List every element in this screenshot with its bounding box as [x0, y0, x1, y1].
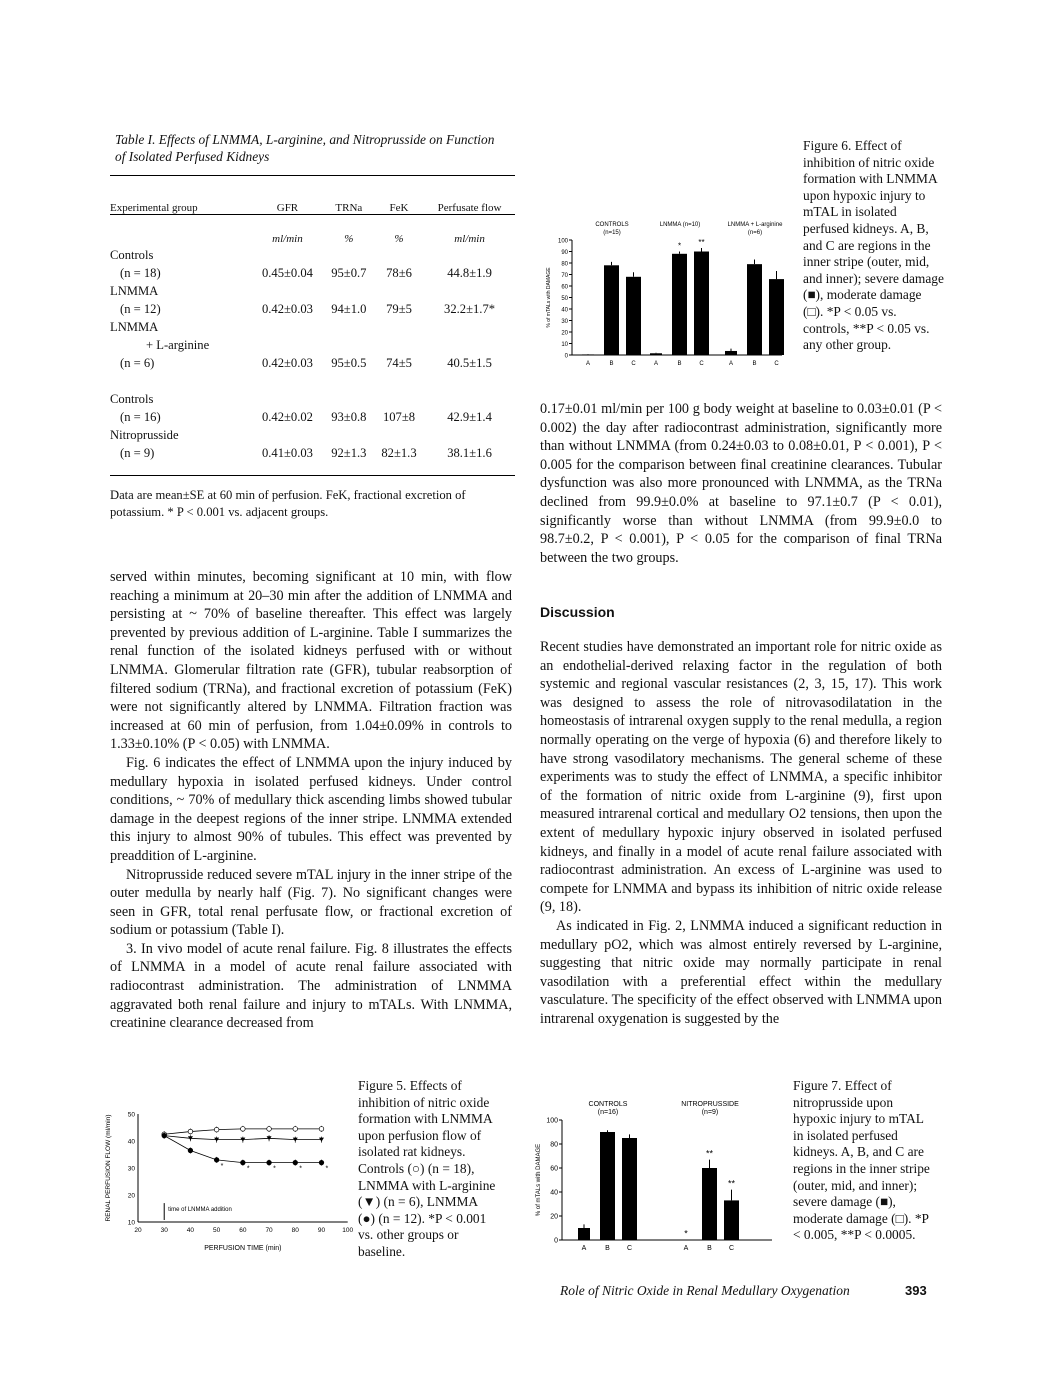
- data-point: [319, 1127, 324, 1132]
- category-label: C: [631, 361, 636, 367]
- table-cell: 74±5: [386, 355, 412, 370]
- table-cell: ml/min: [424, 214, 515, 245]
- data-point: [162, 1133, 167, 1138]
- y-tick-label: 100: [557, 238, 568, 245]
- x-tick-label: 80: [291, 1227, 299, 1234]
- data-point: [241, 1127, 246, 1132]
- data-point: [188, 1129, 193, 1134]
- table-cell: (n = 9): [120, 445, 155, 460]
- significance-marker: *: [325, 1165, 329, 1173]
- table-row: [110, 245, 515, 263]
- y-tick-label: 100: [546, 1117, 558, 1125]
- significance-marker: *: [273, 1165, 276, 1173]
- group-n-label: (n=6): [747, 230, 763, 236]
- table-row: [110, 263, 515, 281]
- category-label: A: [581, 1245, 587, 1252]
- table-cell: [424, 281, 515, 299]
- y-tick-label: 30: [561, 319, 568, 325]
- category-label: C: [626, 1245, 633, 1252]
- table-cell: %: [374, 214, 424, 245]
- table-cell: ml/min: [251, 214, 324, 245]
- right-column-text: [540, 400, 942, 567]
- category-label: B: [677, 361, 682, 367]
- table-row: [110, 443, 515, 461]
- table-cell: [374, 425, 424, 443]
- y-tick-label: 50: [127, 1111, 135, 1119]
- table-cell: Perfusate flow: [437, 201, 502, 214]
- group-label: CONTROLS: [595, 222, 629, 228]
- table-cell: [374, 371, 424, 389]
- table-cell: (n = 18): [120, 265, 161, 280]
- annotation: time of LNMMA addition: [168, 1207, 232, 1214]
- table-cell: [374, 281, 424, 299]
- discussion-text: [540, 638, 942, 1028]
- category-label: B: [752, 361, 757, 367]
- table-cell: [251, 335, 324, 353]
- category-label: A: [585, 361, 591, 367]
- table-cell: [374, 245, 424, 263]
- bar: [650, 353, 662, 355]
- table-cell: [251, 317, 324, 335]
- category-label: B: [605, 1245, 610, 1252]
- table-cell: + L-arginine: [146, 337, 210, 352]
- table-cell: 79±5: [386, 301, 412, 316]
- significance-marker: **: [698, 238, 705, 248]
- table-title: Table I. Effects of LNMMA, L-arginine, and Nitroprusside on Function of Isolated Perfused Kidneys: [115, 132, 495, 164]
- figure-6-chart: [530, 222, 800, 375]
- bar: [725, 351, 737, 355]
- bar: [604, 265, 619, 355]
- data-point: [214, 1127, 219, 1132]
- y-tick-label: 40: [561, 307, 568, 314]
- table-row: [110, 335, 515, 353]
- table-cell: [110, 371, 251, 389]
- table-row: [110, 389, 515, 407]
- y-tick-label: 80: [561, 261, 568, 268]
- table-cell: 0.41±0.03: [261, 445, 313, 460]
- category-label: C: [774, 361, 779, 367]
- table-cell: [324, 425, 374, 443]
- bar: [582, 354, 594, 355]
- table-cell: [374, 317, 424, 335]
- category-label: A: [653, 361, 659, 367]
- data-point: [293, 1160, 298, 1165]
- table-cell: 78±6: [386, 265, 412, 280]
- table-footnote: Data are mean±SE at 60 min of perfusion. FeK, fractional excretion of potassium. * P < 0.001 vs. adjacent groups.: [110, 488, 466, 519]
- bar: [747, 264, 762, 355]
- table-cell: (n = 16): [120, 409, 161, 424]
- table-cell: [374, 389, 424, 407]
- table-cell: 40.5±1.5: [447, 355, 492, 370]
- table-cell: 42.9±1.4: [447, 409, 492, 424]
- table-row: [110, 407, 515, 425]
- table-row: [110, 371, 515, 389]
- group-n-label: (n=16): [597, 1109, 619, 1116]
- y-tick-label: 20: [550, 1213, 558, 1221]
- table-cell: 107±8: [382, 409, 416, 424]
- y-tick-label: 10: [561, 342, 568, 348]
- bar: [622, 1138, 637, 1240]
- y-axis-label: % of mTALs with DAMAGE: [536, 1143, 542, 1217]
- significance-marker: *: [246, 1165, 250, 1173]
- paragraph: Recent studies have demonstrated an important role for nitric oxide as an endothelial-derived relaxing factor in the regulation of both systemic and regional vascular resistances (2, 3, 15, 17). This work was designed to assess the role of nitrovasodilatation in the homeostasis of intrarenal oxygen supply to the renal medulla, a region normally operating on the verge of hypoxia (6) and therefore likely to have strong vasodilatory mechanisms. The general scheme of these experiments was to study the effect of LNMMA, a specific inhibitor of the formation of nitric oxide from L-arginine (9), first upon measured intrarenal cortical and medullary O2 tensions, then upon the extent of medullary hypoxic injury observed in isolated perfused kidneys, and finally in a model of acute renal failure associated with radiocontrast administration. An excess of L-arginine was used to compete for LNMMA and bypass its inhibition of nitric oxide release (9, 18).: [540, 639, 942, 916]
- table-cell: 0.42±0.03: [261, 355, 313, 370]
- paragraph: 0.17±0.01 ml/min per 100 g body weight at baseline to 0.03±0.01 (P < 0.002) the day after radiocontrast administration, significantly more than without LNMMA (from 0.24±0.03 to 0.08±0.01, P < 0.001), P < 0.005 for the comparison between final creatinine clearances. Tubular dysfunction was also more pronounced with LNMMA, as the TRNa declined from 99.9±0.0% at baseline to 97.1±0.7 (P < 0.01), significantly worse than without LNMMA (from 99.9±0.0 to 98.7±0.2, P < 0.001), P < 0.05 for the comparison of final TRNa between the two groups.: [540, 401, 942, 566]
- table-cell: [324, 389, 374, 407]
- significance-marker: **: [705, 1148, 714, 1159]
- category-label: B: [609, 361, 614, 367]
- y-tick-label: 40: [550, 1189, 558, 1197]
- bar: [694, 252, 709, 356]
- table-cell: [424, 389, 515, 407]
- table-row: [110, 299, 515, 317]
- category-label: A: [728, 361, 734, 367]
- category-label: C: [699, 361, 704, 367]
- table-cell: LNMMA: [110, 283, 159, 298]
- table-cell: [324, 245, 374, 263]
- y-tick-label: 90: [561, 250, 568, 256]
- y-tick-label: 10: [127, 1219, 135, 1227]
- x-tick-label: 70: [265, 1227, 273, 1234]
- y-tick-label: 60: [561, 284, 568, 291]
- table-cell: 0.45±0.04: [261, 265, 313, 280]
- table-cell: GFR: [276, 201, 299, 214]
- table-cell: [424, 245, 515, 263]
- y-tick-label: 50: [561, 296, 568, 302]
- group-label: CONTROLS: [588, 1101, 628, 1108]
- y-tick-label: 20: [127, 1192, 135, 1200]
- category-label: C: [728, 1245, 735, 1252]
- table-cell: 32.2±1.7*: [444, 301, 496, 316]
- table-cell: [424, 425, 515, 443]
- table-cell: FeK: [389, 201, 409, 214]
- table-cell: [251, 389, 324, 407]
- table-cell: Controls: [110, 391, 154, 406]
- x-tick-label: 100: [342, 1227, 354, 1234]
- x-tick-label: 60: [239, 1227, 247, 1234]
- table-cell: Controls: [110, 247, 154, 262]
- table-cell: [251, 371, 324, 389]
- figure-6-caption: Figure 6. Effect of inhibition of nitric oxide formation with LNMMA upon hypoxic injury to mTAL in isolated perfused kidneys. A, B, and C are regions in the inner stripe (outer, mid, and inner); severe damage (■), moderate damage (□). *P < 0.05 vs. controls, **P < 0.05 vs. any other group.: [803, 138, 944, 353]
- table-cell: [324, 317, 374, 335]
- table-cell: 94±1.0: [331, 301, 367, 316]
- bar: [600, 1132, 615, 1240]
- paragraph: 3. In vivo model of acute renal failure. Fig. 8 illustrates the effects of LNMMA in a model of acute renal failure associated with radiocontrast administration. The administration of LNMMA aggravated both renal failure and injury to mTALs. With LNMMA, creatinine clearance decreased from: [110, 940, 512, 1032]
- y-tick-label: 70: [561, 273, 568, 279]
- data-point: [188, 1148, 193, 1153]
- x-tick-label: 50: [213, 1227, 221, 1234]
- y-tick-label: 20: [561, 330, 568, 337]
- discussion-heading: Discussion: [540, 604, 615, 620]
- table-row: [110, 176, 515, 214]
- table-cell: Nitroprusside: [110, 427, 179, 442]
- table-cell: [374, 335, 424, 353]
- data-point: [267, 1160, 272, 1165]
- figure-7-chart: [520, 1100, 785, 1260]
- figure-5-caption: Figure 5. Effects of inhibition of nitric oxide formation with LNMMA upon perfusion flow of isolated rat kidneys. Controls (○) (n = 18), LNMMA with L-arginine (▼) (n = 6), LNMMA (●) (n = 12). *P < 0.001 vs. other groups or baseline.: [358, 1078, 496, 1259]
- y-tick-label: 80: [550, 1141, 558, 1149]
- group-label: LNMMA + L-arginine: [727, 222, 783, 228]
- category-label: B: [707, 1245, 712, 1252]
- table-cell: [324, 335, 374, 353]
- table-cell: [424, 371, 515, 389]
- significance-marker: *: [684, 1228, 688, 1239]
- table-cell: 92±1.3: [331, 445, 367, 460]
- group-n-label: (n=9): [701, 1109, 719, 1116]
- table-cell: 95±0.5: [331, 355, 367, 370]
- table-cell: [110, 214, 251, 245]
- table-cell: [324, 281, 374, 299]
- paragraph: Fig. 6 indicates the effect of LNMMA upon the injury induced by medullary hypoxia in isolated perfused kidneys. Under control conditions, ~ 70% of medullary thick ascending limbs showed tubular damage in the deepest regions of the inner stripe. LNMMA extended this injury to almost 90% of tubules. This effect was prevented by preaddition of L-arginine.: [110, 754, 512, 864]
- bar: [702, 1168, 717, 1240]
- y-axis-label: RENAL PERFUSION FLOW (ml/min): [105, 1114, 112, 1222]
- x-tick-label: 40: [186, 1227, 195, 1234]
- paragraph: Nitroprusside reduced severe mTAL injury in the inner stripe of the outer medulla by nearly half (Fig. 7). No significant changes were seen in GFR, total renal perfusate flow, or fractional excretion of sodium or potassium (Table I).: [110, 866, 512, 939]
- x-axis-label: PERFUSION TIME (min): [204, 1245, 282, 1252]
- figure-7-caption: Figure 7. Effect of nitroprusside upon hypoxic injury to mTAL in isolated perfused kidneys. A, B, and C are regions in the inner stripe (outer, mid, and inner); severe damage (■), moderate damage (□). *P < 0.005, **P < 0.0005.: [793, 1078, 930, 1243]
- running-title: Role of Nitric Oxide in Renal Medullary Oxygenation: [560, 1283, 850, 1298]
- table-cell: LNMMA: [110, 319, 159, 334]
- page-number: 393: [905, 1283, 927, 1298]
- table-cell: (n = 6): [120, 355, 155, 370]
- bar: [724, 1200, 739, 1240]
- table-cell: [251, 245, 324, 263]
- table-row: [110, 317, 515, 335]
- category-label: A: [683, 1245, 689, 1252]
- table-1: [110, 175, 515, 476]
- group-n-label: (n=15): [603, 230, 621, 236]
- table-cell: 0.42±0.02: [261, 409, 313, 424]
- y-tick-label: 60: [550, 1165, 558, 1173]
- table-cell: [251, 281, 324, 299]
- significance-marker: *: [299, 1165, 303, 1173]
- data-point: [267, 1127, 272, 1132]
- bar: [769, 279, 784, 355]
- data-point: [214, 1158, 219, 1163]
- table-cell: 44.8±1.9: [447, 265, 492, 280]
- significance-marker: *: [220, 1162, 224, 1170]
- table-cell: [324, 371, 374, 389]
- y-tick-label: 0: [554, 1237, 558, 1245]
- table-cell: [424, 317, 515, 335]
- data-point: [293, 1127, 298, 1132]
- data-point: [319, 1160, 324, 1165]
- x-tick-label: 90: [317, 1227, 326, 1234]
- paragraph: served within minutes, becoming significant at 10 min, with flow reaching a minimum at 20–30 min after the addition of LNMMA and persisting at ~ 70% of baseline thereafter. This effect was largely prevented by previous addition of L-arginine. Table I summarizes the renal function of the isolated kidneys perfused with or without LNMMA. Glomerular filtration rate (GFR), tubular reabsorption of filtered sodium (TRNa), and fractional excretion of potassium (FeK) were not significantly altered by LNMMA. Filtration fraction was increased at 60 min of perfusion, from 1.04±0.09% in controls to 1.33±0.10% (P < 0.05) with LNMMA.: [110, 569, 512, 753]
- group-label: LNMMA (n=10): [659, 222, 701, 228]
- table-cell: 0.42±0.03: [261, 301, 313, 316]
- table-cell: 93±0.8: [331, 409, 367, 424]
- bar: [672, 254, 687, 355]
- table-cell: 82±1.3: [381, 445, 417, 460]
- table-cell: TRNa: [335, 201, 363, 214]
- x-tick-label: 20: [134, 1227, 142, 1234]
- table-row: [110, 281, 515, 299]
- table-cell: 95±0.7: [331, 265, 367, 280]
- bar: [578, 1228, 590, 1240]
- table-row: [110, 425, 515, 443]
- table-cell: 38.1±1.6: [447, 445, 492, 460]
- paragraph: As indicated in Fig. 2, LNMMA induced a significant reduction in medullary pO2, which was almost entirely reversed by L-arginine, suggesting that nitric oxide may normally participate in renal vasodilation with a preferential effect within the medullary vasculature. The specificity of the effect observed with LNMMA upon intrarenal oxygenation is suggested by the: [540, 917, 942, 1027]
- table-row: [110, 353, 515, 371]
- table-cell: [251, 425, 324, 443]
- figure-5-chart: [90, 1085, 354, 1260]
- left-column-text: [110, 568, 512, 1033]
- significance-marker: *: [677, 241, 682, 251]
- table-cell: [424, 335, 515, 353]
- y-tick-label: 30: [127, 1165, 135, 1173]
- significance-marker: **: [727, 1178, 736, 1189]
- y-axis-label: % of mTALs with DAMAGE: [546, 267, 552, 328]
- group-label: NITROPRUSSIDE: [681, 1101, 739, 1108]
- table-cell: Experimental group: [110, 201, 198, 214]
- bar: [626, 277, 641, 355]
- table-cell: (n = 12): [120, 301, 161, 316]
- x-tick-label: 30: [160, 1227, 168, 1234]
- table-row: [110, 214, 515, 245]
- y-tick-label: 40: [127, 1138, 135, 1146]
- table-cell: %: [324, 214, 374, 245]
- data-point: [241, 1160, 246, 1165]
- y-tick-label: 0: [564, 353, 568, 360]
